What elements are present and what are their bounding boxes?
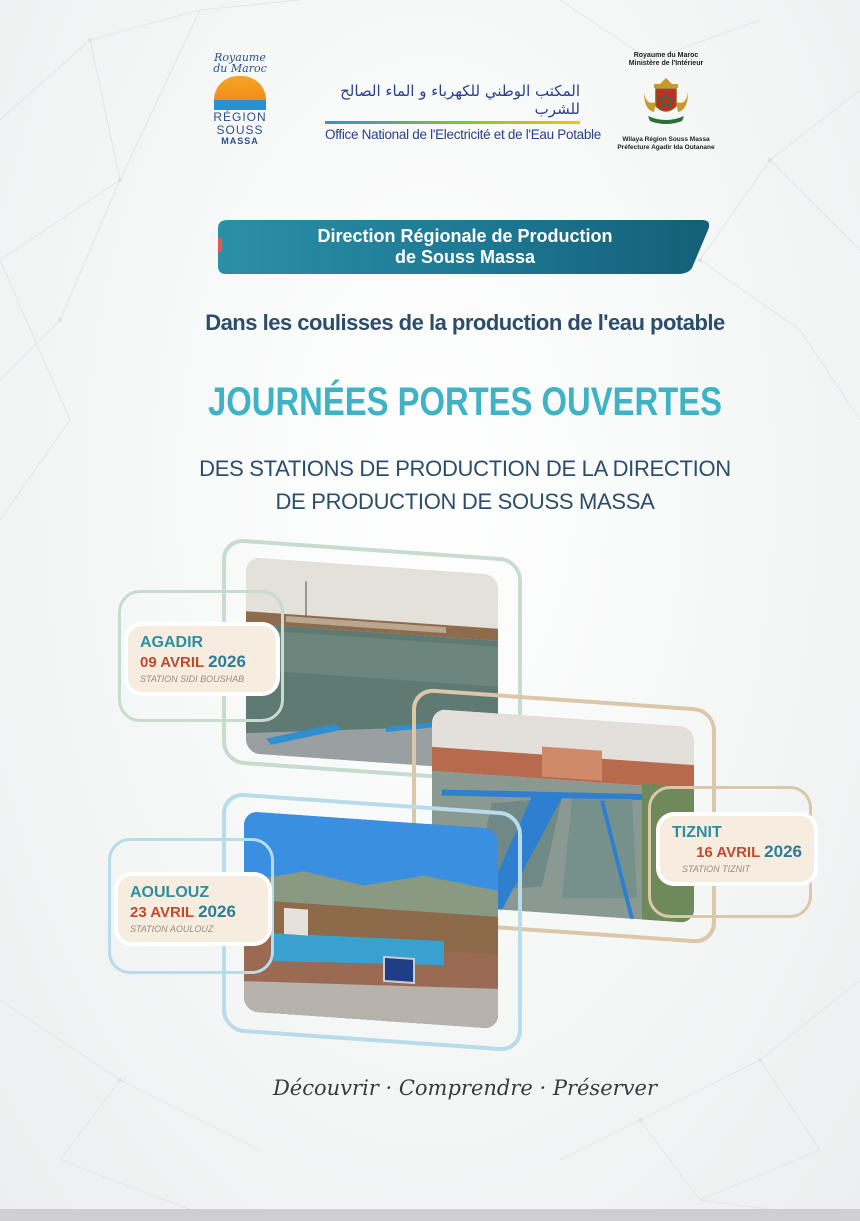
- onee-french-name: Office National de l'Electricité et de l'Eau Potable: [325, 127, 601, 142]
- poster-title-sub: [120, 452, 810, 518]
- agadir-station: STATION SIDI BOUSHAB: [140, 674, 245, 684]
- onee-arabic-name: المكتب الوطني للكهرباء و الماء الصالح للشرب: [340, 82, 580, 118]
- region-logo-line3: RÉGION: [213, 110, 267, 124]
- aoulouz-plant-image: [244, 811, 498, 1029]
- title-sub-line2: DE PRODUCTION DE SOUSS MASSA: [275, 489, 655, 514]
- tiznit-date: [672, 842, 802, 862]
- wilaya-logo: [606, 52, 726, 162]
- poster-title: JOURNÉES PORTES OUVERTES: [208, 380, 722, 424]
- sun-icon: [214, 76, 266, 100]
- wilaya-bottom-line2: Préfecture Agadir Ida Outanane: [617, 144, 715, 151]
- aoulouz-station-photo: [244, 811, 498, 1029]
- wilaya-top-line1: Royaume du Maroc: [633, 52, 699, 59]
- sea-icon: [214, 100, 266, 110]
- agadir-day: 09 AVRIL: [140, 654, 204, 671]
- region-souss-massa-logo: [200, 52, 280, 160]
- agadir-date: [140, 652, 264, 672]
- tiznit-day: 16 AVRIL: [696, 844, 760, 861]
- bottom-bar: [0, 1209, 860, 1221]
- agadir-city: AGADIR: [140, 634, 204, 651]
- onee-logo: [325, 82, 601, 146]
- wilaya-top-line2: Ministère de l'Intérieur: [628, 60, 704, 67]
- tiznit-city: TIZNIT: [672, 824, 722, 841]
- agadir-event-tag: [128, 626, 276, 692]
- agadir-year: 2026: [208, 652, 246, 671]
- region-logo-line4: SOUSS: [216, 123, 264, 137]
- aoulouz-day: 23 AVRIL: [130, 904, 194, 921]
- footer-slogan: Découvrir · Comprendre · Préserver: [272, 1076, 658, 1100]
- banner-line1: Direction Régionale de Production: [317, 226, 613, 246]
- tiznit-year: 2026: [764, 842, 802, 861]
- aoulouz-date: [130, 902, 256, 922]
- banner-line2: de Souss Massa: [394, 247, 536, 267]
- region-logo-line1: Royaume: [214, 51, 266, 64]
- aoulouz-city: AOULOUZ: [130, 884, 210, 901]
- region-logo-line2: du Maroc: [213, 62, 267, 75]
- onee-color-line: [325, 121, 580, 124]
- wilaya-bottom-line1: Wilaya Région Souss Massa: [622, 136, 710, 143]
- tiznit-event-tag: [660, 816, 814, 882]
- coat-of-arms-icon: [638, 72, 694, 128]
- aoulouz-station: STATION AOULOUZ: [130, 924, 214, 934]
- tiznit-station: STATION TIZNIT: [682, 864, 751, 874]
- direction-banner: [218, 218, 712, 276]
- title-sub-line1: DES STATIONS DE PRODUCTION DE LA DIRECTION: [199, 456, 731, 481]
- region-logo-line5: MASSA: [221, 136, 259, 146]
- poster-subtitle: Dans les coulisses de la production de l'eau potable: [205, 310, 725, 335]
- aoulouz-event-tag: [118, 876, 268, 942]
- aoulouz-year: 2026: [198, 902, 236, 921]
